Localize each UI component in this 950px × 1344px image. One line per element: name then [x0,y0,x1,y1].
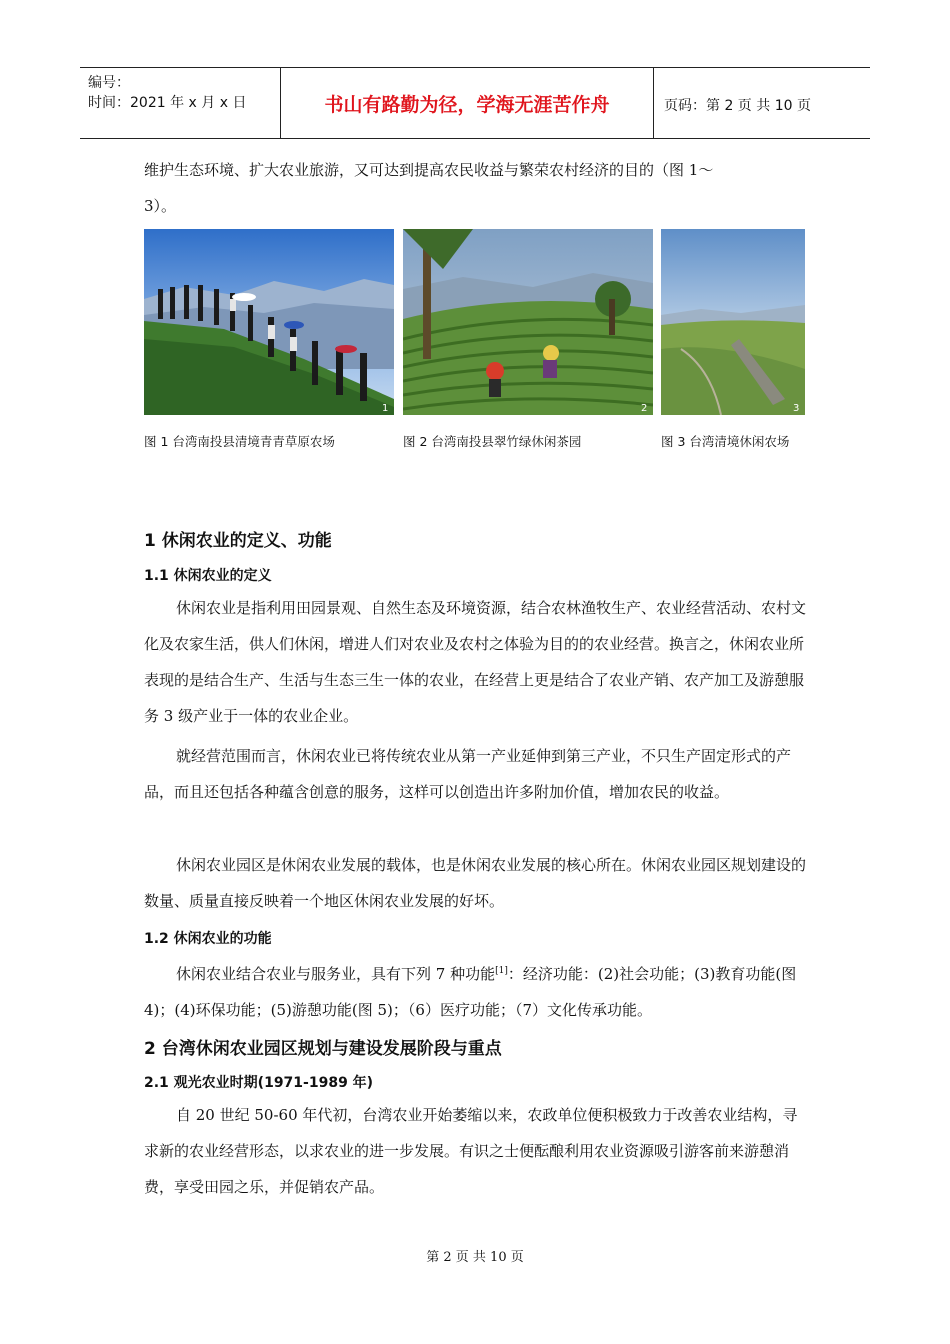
figure-2-number: 2 [641,403,648,414]
section-1-heading: 1 休闲农业的定义、功能 [144,531,332,551]
date-label: 时间：2021 年 x 月 x 日 [88,95,247,111]
paragraph-functions [144,953,808,1028]
tea-garden-image [403,229,653,415]
intro-line-2: 3）。 [144,197,177,215]
header-motto-cell [281,68,654,138]
section-1-2-heading: 1.2 休闲农业的功能 [144,931,272,947]
figure-3-number: 3 [793,403,800,414]
figure-1-number: 1 [382,403,389,414]
section-2-1-heading: 2.1 观光农业时期(1971-1989 年) [144,1075,374,1091]
grassland-hikers-image [144,229,394,415]
paragraph-definition: 休闲农业是指利用田园景观、自然生态及环境资源，结合农林渔牧生产、农业经营活动、农村文化及农家生活，供人们休闲，增进人们对农业及农村之体验为目的的农业经营。换言之，休闲农业所表现的是结合生产、生活与生态三生一体的农业，在经营上更是结合了农业产销、农产加工及游憩服务 3 级产业于一体的农业企业。 [144,599,807,725]
figure-1-caption: 图 1 台湾南投县清境青青草原农场 [144,434,335,449]
figure-3-photo [661,229,805,415]
misty-farm-image [661,229,805,415]
figure-2-caption: 图 2 台湾南投县翠竹绿休闲茶园 [403,434,582,449]
section-2-heading: 2 台湾休闲农业园区规划与建设发展阶段与重点 [144,1039,502,1059]
functions-text-start: 休闲农业结合农业与服务业，具有下列 7 种功能 [176,965,496,983]
intro-paragraph [144,152,808,224]
functions-text-end: ：经济功能：(2)社会功能；(3)教育功能(图 4)；(4)环保功能；(5)游憩功能(图 5)；（6）医疗功能；（7）文化传承功能。 [144,965,797,1019]
figure-1-photo [144,229,394,415]
paragraph-scope: 就经营范围而言，休闲农业已将传统农业从第一产业延伸到第三产业，不只生产固定形式的产品，而且还包括各种蕴含创意的服务，这样可以创造出许多附加价值，增加农民的收益。 [144,747,792,801]
header-meta-cell [80,68,281,138]
page-info: 页码：第 2 页 共 10 页 [664,98,811,114]
paragraph-park: 休闲农业园区是休闲农业发展的载体，也是休闲农业发展的核心所在。休闲农业园区规划建设的数量、质量直接反映着一个地区休闲农业发展的好坏。 [144,856,807,910]
paragraph-sightseeing: 自 20 世纪 50-60 年代初，台湾农业开始萎缩以来，农政单位便积极致力于改善农业结构，寻求新的农业经营形态，以求农业的进一步发展。有识之士便酝酿利用农业资源吸引游客前来游憩消费，享受田园之乐，并促销农产品。 [144,1106,798,1196]
citation-reference: [1] [495,966,508,976]
motto: 书山有路勤为径，学海无涯苦作舟 [324,94,610,116]
number-label: 编号： [88,75,130,91]
header-page-cell [654,68,870,138]
figure-3-caption: 图 3 台湾清境休闲农场 [661,434,790,449]
document-header [80,67,870,139]
page-footer: 第 2 页 共 10 页 [426,1250,524,1265]
intro-line-1: 维护生态环境、扩大农业旅游，又可达到提高农民收益与繁荣农村经济的目的（图 1～ [144,161,714,179]
figure-2-photo [403,229,653,415]
section-1-1-heading: 1.1 休闲农业的定义 [144,568,272,584]
